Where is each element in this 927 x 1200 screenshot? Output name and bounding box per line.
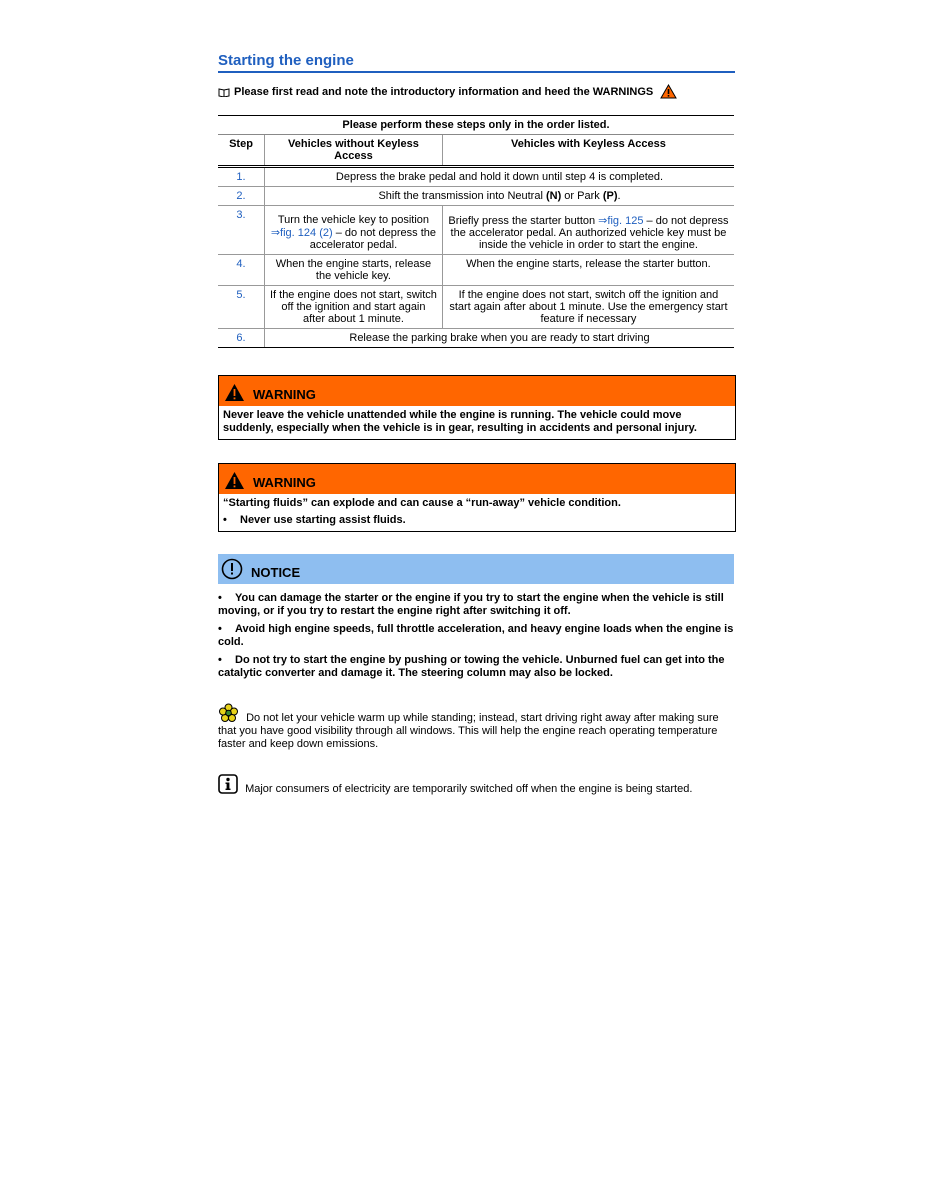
figure-link[interactable]: ⇒fig. 124 (2)	[270, 227, 333, 239]
table-row	[218, 187, 734, 206]
notice-header	[218, 554, 734, 584]
environment-text: Do not let your vehicle warm up while standing; instead, start driving right away after making sure that you have good visibility through all windows. This will help the engine reach operating temperature faster and keep down emissions.	[218, 712, 719, 750]
notice-bullet: • You can damage the starter or the engine if you try to start the engine when the vehicle is still moving, or if you try to restart the engine right after switching it off.	[218, 592, 724, 617]
warning-label: WARNING	[253, 475, 316, 490]
step-number: 6.	[218, 329, 265, 348]
step-text-without-keyless: When the engine starts, release the vehicle key.	[265, 255, 443, 286]
step-number: 3.	[218, 206, 265, 255]
page-title: Starting the engine	[218, 50, 735, 73]
info-note	[218, 774, 735, 796]
warning-bullet: • Never use starting assist fluids.	[223, 514, 406, 526]
warning-label: WARNING	[253, 387, 316, 402]
steps-table	[218, 115, 734, 348]
warning-header	[219, 376, 735, 406]
notice-box	[218, 554, 735, 680]
warning-triangle-icon	[660, 84, 677, 99]
step-number: 1.	[218, 167, 265, 187]
intro-text: Please first read and note the introductory information and heed the WARNINGS	[234, 85, 654, 98]
header-step: Step	[218, 135, 265, 167]
step-text: Release the parking brake when you are ready to start driving	[265, 329, 735, 348]
notice-bullet: • Avoid high engine speeds, full throttle acceleration, and heavy engine loads when the engine is cold.	[218, 623, 734, 648]
warning-box-starting-fluids	[218, 463, 736, 532]
info-text: Major consumers of electricity are temporarily switched off when the engine is being started.	[245, 783, 693, 795]
step-number: 2.	[218, 187, 265, 206]
book-icon	[218, 87, 230, 97]
step-text-with-keyless: If the engine does not start, switch off the ignition and start again after about 1 minute. Use the emergency start feature if necessary	[442, 286, 734, 329]
warning-triangle-icon	[224, 383, 245, 402]
step-text-with-keyless: When the engine starts, release the starter button.	[442, 255, 734, 286]
warning-triangle-icon	[224, 471, 245, 490]
warning-text: Never leave the vehicle unattended while the engine is running. The vehicle could move suddenly, especially when the vehicle is in gear, resulting in accidents and personal injury.	[223, 409, 697, 434]
step-number: 5.	[218, 286, 265, 329]
manual-page	[218, 50, 735, 796]
step-text-with-keyless: Briefly press the starter button ⇒fig. 125 – do not depress the accelerator pedal. An authorized vehicle key must be inside the vehicle in order to start the engine.	[442, 206, 734, 255]
step-number: 4.	[218, 255, 265, 286]
warning-header	[219, 464, 735, 494]
step-text: Shift the transmission into Neutral (N) or Park (P).	[265, 187, 735, 206]
header-with-keyless: Vehicles with Keyless Access	[442, 135, 734, 167]
table-row	[218, 286, 734, 329]
notice-label: NOTICE	[251, 565, 301, 580]
intro-line	[218, 84, 735, 99]
figure-link[interactable]: ⇒fig. 125	[598, 215, 644, 227]
step-text-without-keyless: Turn the vehicle key to position ⇒fig. 124 (2) – do not depress the accelerator pedal.	[265, 206, 443, 255]
step-text-without-keyless: If the engine does not start, switch off the ignition and start again after about 1 minute.	[265, 286, 443, 329]
table-row	[218, 255, 734, 286]
warning-text	[219, 494, 735, 531]
notice-bullet: • Do not try to start the engine by pushing or towing the vehicle. Unburned fuel can get into the catalytic converter and damage it. The steering column may also be locked.	[218, 654, 725, 679]
header-without-keyless: Vehicles without Keyless Access	[265, 135, 443, 167]
exclamation-circle-icon	[221, 558, 243, 580]
table-row	[218, 167, 734, 187]
table-row	[218, 329, 734, 348]
table-row	[218, 206, 734, 255]
environment-note	[218, 703, 735, 751]
flower-icon	[218, 703, 239, 723]
warning-box-engine-running	[218, 375, 736, 440]
step-text: Depress the brake pedal and hold it down until step 4 is completed.	[265, 167, 735, 187]
table-caption: Please perform these steps only in the order listed.	[218, 116, 734, 135]
table-header-row	[218, 135, 734, 167]
info-icon	[218, 774, 238, 794]
warning-sentence: “Starting fluids” can explode and can cause a “run-away” vehicle condition.	[223, 497, 621, 509]
